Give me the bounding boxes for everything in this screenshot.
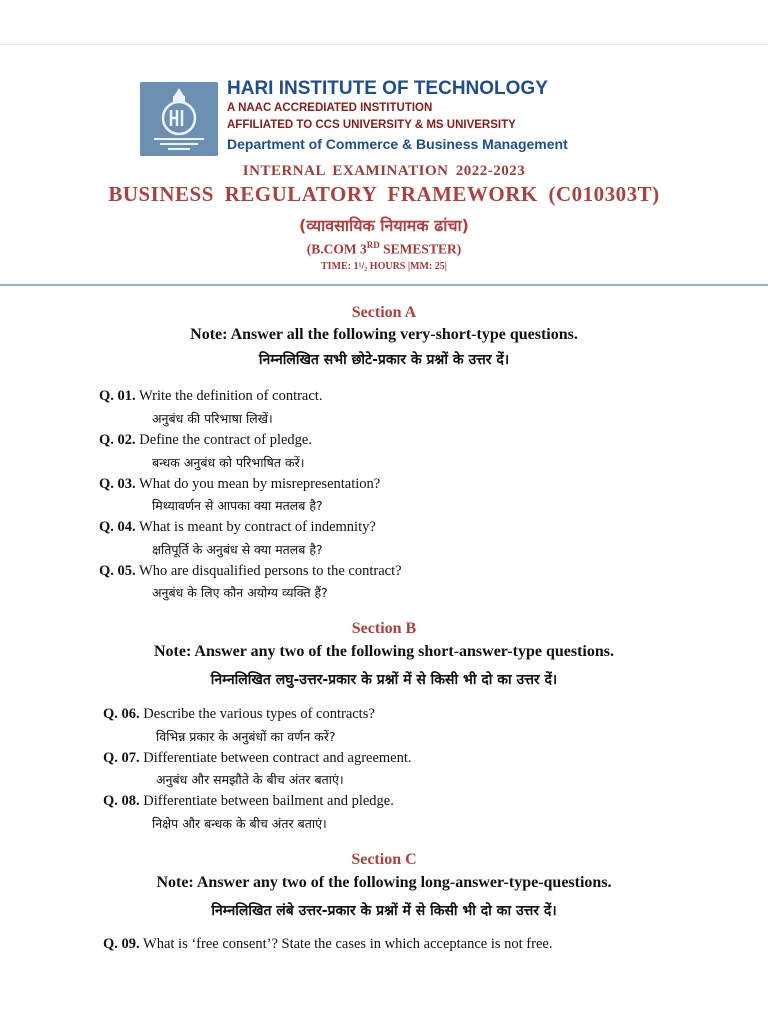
question-06	[103, 706, 375, 723]
section-a-title: Section A	[351, 304, 417, 321]
section-b-note-hindi: निम्नलिखित लघु-उत्तर-प्रकार के प्रश्नों में से किसी भी दो का उत्तर दें।	[210, 672, 558, 688]
section-b-title: Section B	[351, 620, 417, 637]
question-number: Q. 02.	[99, 432, 136, 448]
question-number: Q. 01.	[99, 388, 136, 404]
top-border-line	[0, 44, 768, 45]
semester-prefix: (B.COM 3	[306, 241, 367, 257]
question-number: Q. 08.	[103, 793, 140, 809]
question-01-hindi: अनुबंध की परिभाषा लिखें।	[152, 411, 273, 426]
question-01	[99, 388, 322, 405]
question-08	[103, 793, 394, 810]
question-08-hindi: निक्षेप और बन्धक के बीच अंतर बताएं।	[152, 816, 327, 831]
accreditation-text: A NAAC ACCREDIATED INSTITUTION	[227, 102, 433, 114]
question-03-hindi: मिथ्यावर्णन से आपका क्या मतलब है?	[152, 498, 323, 513]
section-c-note: Note: Answer any two of the following long-answer-type-questions.	[156, 874, 612, 891]
question-text: Describe the various types of contracts?	[143, 706, 375, 722]
header-divider	[0, 284, 768, 286]
question-07	[103, 750, 412, 767]
question-06-hindi: विभिन्न प्रकार के अनुबंधों का वर्णन करें?	[156, 729, 336, 744]
question-02-hindi: बन्धक अनुबंध को परिभाषित करें।	[152, 455, 305, 470]
semester-ordinal: RD	[366, 240, 380, 250]
question-04-hindi: क्षतिपूर्ति के अनुबंध से क्या मतलब है?	[152, 542, 323, 557]
exam-title: INTERNAL EXAMINATION 2022-2023	[242, 163, 526, 179]
question-text: What do you mean by misrepresentation?	[139, 476, 381, 492]
semester-line	[0, 240, 768, 258]
question-text: Define the contract of pledge.	[139, 432, 312, 448]
question-number: Q. 06.	[103, 706, 140, 722]
section-a-note: Note: Answer all the following very-short-type questions.	[190, 326, 578, 343]
question-text: Differentiate between contract and agreement.	[143, 750, 412, 766]
question-number: Q. 09.	[103, 936, 140, 952]
institute-name: HARI INSTITUTE OF TECHNOLOGY	[227, 78, 548, 99]
course-title-hindi: (व्यावसायिक नियामक ढांचा)	[299, 216, 469, 235]
question-03	[99, 476, 380, 493]
section-c-note-hindi: निम्नलिखित लंबे उत्तर-प्रकार के प्रश्नों में से किसी भी दो का उत्तर दें।	[211, 903, 557, 919]
question-number: Q. 05.	[99, 563, 136, 579]
section-b-note: Note: Answer any two of the following short-answer-type questions.	[154, 643, 614, 660]
affiliation-text: AFFILIATED TO CCS UNIVERSITY & MS UNIVERSITY	[227, 119, 516, 131]
question-text: What is ‘free consent’? State the cases in which acceptance is not free.	[143, 936, 553, 952]
section-a-note-hindi: निम्नलिखित सभी छोटे-प्रकार के प्रश्नों के उत्तर दें।	[258, 352, 510, 368]
question-text: What is meant by contract of indemnity?	[139, 519, 376, 535]
question-text: Write the definition of contract.	[139, 388, 323, 404]
question-text: Who are disqualified persons to the contract?	[139, 563, 402, 579]
question-05	[99, 563, 402, 580]
question-text: Differentiate between bailment and pledge.	[143, 793, 394, 809]
time-marks: TIME: 1¹/₂ HOURS |MM: 25|	[321, 261, 447, 272]
question-number: Q. 04.	[99, 519, 136, 535]
department-name: Department of Commerce & Business Management	[227, 136, 568, 152]
question-05-hindi: अनुबंध के लिए कौन अयोग्य व्यक्ति हैं?	[152, 585, 328, 600]
course-title: BUSINESS REGULATORY FRAMEWORK (C010303T)	[108, 182, 660, 206]
question-02	[99, 432, 312, 449]
question-04	[99, 519, 376, 536]
question-09	[103, 936, 552, 953]
question-07-hindi: अनुबंध और समझौते के बीच अंतर बताएं।	[156, 772, 344, 787]
question-number: Q. 03.	[99, 476, 136, 492]
section-c-title: Section C	[351, 851, 417, 868]
question-number: Q. 07.	[103, 750, 140, 766]
college-crest-logo-icon	[140, 82, 218, 156]
semester-suffix: SEMESTER)	[379, 241, 462, 257]
